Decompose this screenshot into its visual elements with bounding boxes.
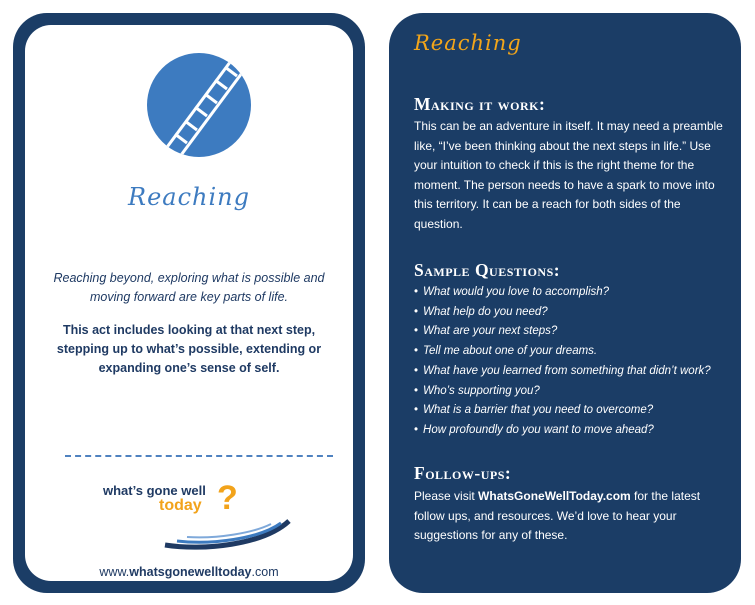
making-it-work-heading: Making it work: [414,94,546,114]
brand-logo [99,475,299,549]
back-card-title: Reaching [414,31,522,55]
list-item: • What would you love to accomplish? [414,286,610,298]
front-card [13,13,365,593]
card-description: This act includes looking at that next step, stepping up to what’s possible, extending or expanding one’s sense of self. [56,323,322,375]
card-title: Reaching [128,183,250,211]
card-intro: Reaching beyond, exploring what is possible and moving forward are key parts of life. [53,271,325,304]
logo-text-line2: today [159,497,202,514]
list-item: • What help do you need? [414,305,548,318]
question-mark-icon: ? [217,479,238,517]
website-link[interactable]: www.whatsgonewelltoday.com [99,565,279,579]
swoosh-icon [163,515,293,551]
back-card [389,13,741,593]
list-item: • Tell me about one of your dreams. [414,345,598,358]
logo-text-line1: what’s gone well [103,483,206,498]
follow-ups-text: Please visit WhatsGoneWellToday.com for the latest follow ups, and resources. We’d love to hear your suggestions for any of these. [414,489,701,543]
front-card-panel [25,25,353,581]
list-item: • What are your next steps? [414,325,558,338]
follow-ups-heading: Follow-ups: [414,463,512,483]
sample-questions-list [414,283,711,441]
list-item: • What have you learned from something that didn’t work? [414,364,711,377]
sample-questions-heading: Sample Questions: [414,260,561,280]
list-item: • What is a barrier that you need to overcome? [414,404,654,417]
list-item: • How profoundly do you want to move ahead? [414,423,654,436]
follow-ups-link[interactable]: WhatsGoneWellToday.com [478,489,631,503]
making-it-work-text: This can be an adventure in itself. It may need a preamble like, “I’ve been thinking about the next steps in life.” Use your intuition to check if this is the right theme for the moment. The person needs to have a spark to move into this territory. It can be a reach for both sides of the question. [414,119,723,231]
ladder-icon [146,52,252,158]
list-item: • Who’s supporting you? [414,384,540,397]
dashed-divider [65,455,333,457]
